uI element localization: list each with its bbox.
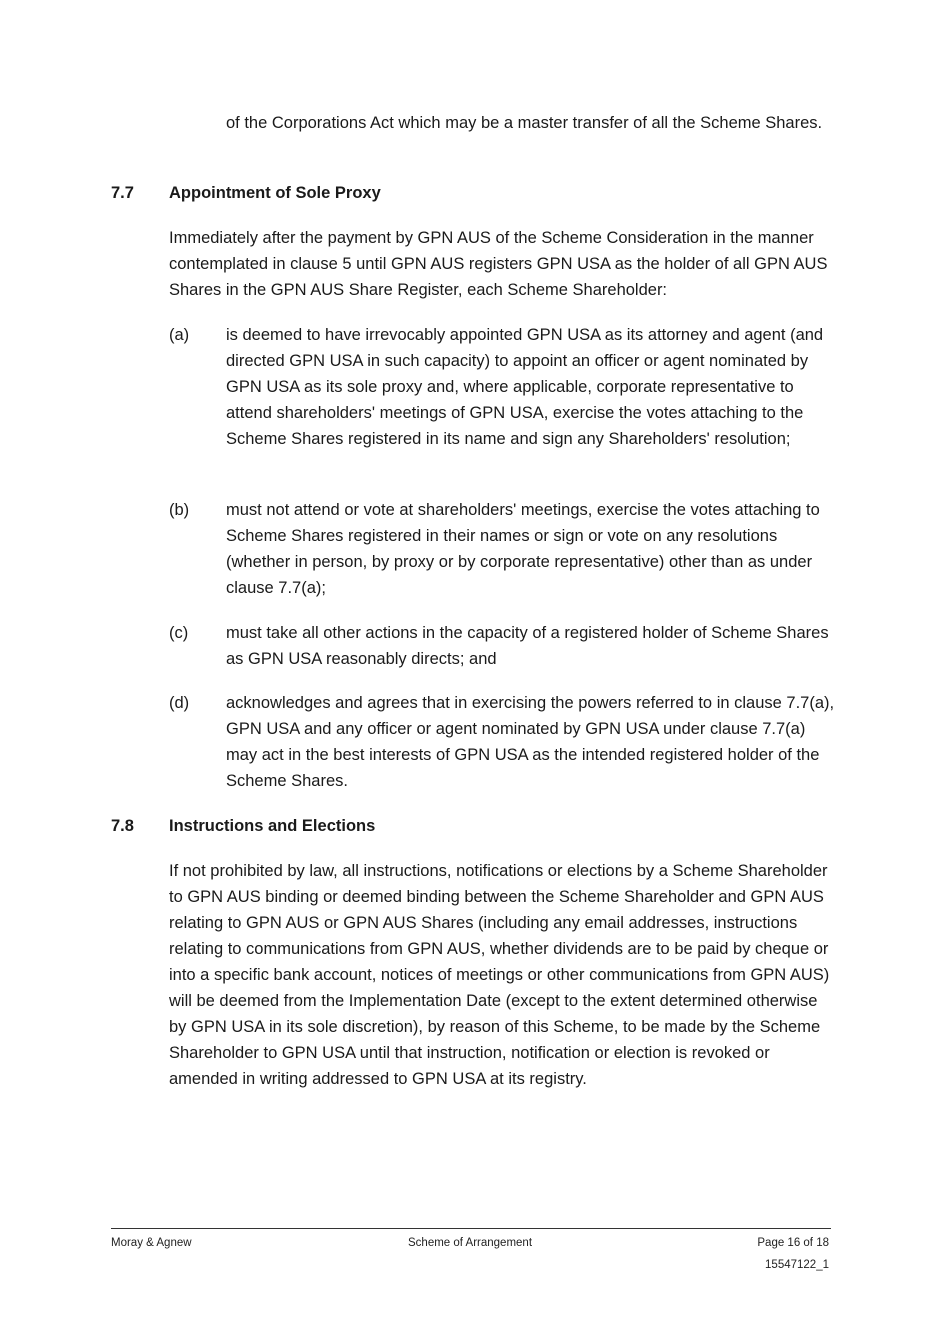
footer-document-id: 15547122_1 — [765, 1259, 829, 1271]
continuation-paragraph: of the Corporations Act which may be a master transfer of all the Scheme Shares. — [226, 114, 823, 132]
section-7-8-number: 7.8 — [111, 817, 134, 835]
section-7-8-body: If not prohibited by law, all instructions, notifications or elections by a Scheme Shareholder to GPN AUS binding or deemed binding between the Scheme Shareholder and GPN AUS relating to GPN AUS or GPN AUS Shares (including any email addresses, instructions relating to communications from GPN AUS, whether dividends are to be paid by cheque or into a specific bank account, notices of meetings or other communications from GPN AUS) will be deemed from the Implementation Date (except to the extent determined otherwise by GPN USA in its sole discretion), by reason of this Scheme, to be made by the Scheme Shareholder to GPN USA until that instruction, notification or election is revoked or amended in writing addressed to GPN USA at its registry. — [169, 862, 830, 1088]
list-item-text-a: is deemed to have irrevocably appointed GPN USA as its attorney and agent (and directed GPN USA in such capacity) to appoint an officer or agent nominated by GPN USA as its sole proxy and, where applicable, corporate representative to attend shareholders' meetings of GPN USA, exercise the votes attaching to the Scheme Shares registered in its name and sign any Shareholders' resolution; — [226, 326, 824, 448]
list-item-label-b: (b) — [169, 501, 190, 519]
list-item-label-a: (a) — [169, 326, 190, 344]
section-7-7-title: Appointment of Sole Proxy — [169, 184, 381, 202]
footer-page-number: Page 16 of 18 — [757, 1237, 829, 1249]
list-item-text-b: must not attend or vote at shareholders' meetings, exercise the votes attaching to Scheme Shares registered in their names or sign or vote on any resolutions (whether in person, by proxy or by corporate representative) other than as under clause 7.7(a); — [226, 501, 820, 597]
section-7-8-title: Instructions and Elections — [169, 817, 376, 835]
section-7-7-number: 7.7 — [111, 184, 134, 202]
list-item-label-d: (d) — [169, 694, 190, 712]
footer-divider — [111, 1228, 831, 1229]
list-item-text-c: must take all other actions in the capacity of a registered holder of Scheme Shares as GPN USA reasonably directs; and — [226, 624, 829, 668]
footer-document-title: Scheme of Arrangement — [408, 1237, 533, 1249]
section-7-7-intro: Immediately after the payment by GPN AUS of the Scheme Consideration in the manner contemplated in clause 5 until GPN AUS registers GPN USA as the holder of all GPN AUS Shares in the GPN AUS Share Register, each Scheme Shareholder: — [169, 229, 828, 299]
list-item-text-d: acknowledges and agrees that in exercising the powers referred to in clause 7.7(a), GPN USA and any officer or agent nominated by GPN USA under clause 7.7(a) may act in the best interests of GPN USA as the intended registered holder of the Scheme Shares. — [226, 694, 835, 790]
list-item-label-c: (c) — [169, 624, 189, 642]
footer-firm-name: Moray & Agnew — [111, 1237, 192, 1249]
